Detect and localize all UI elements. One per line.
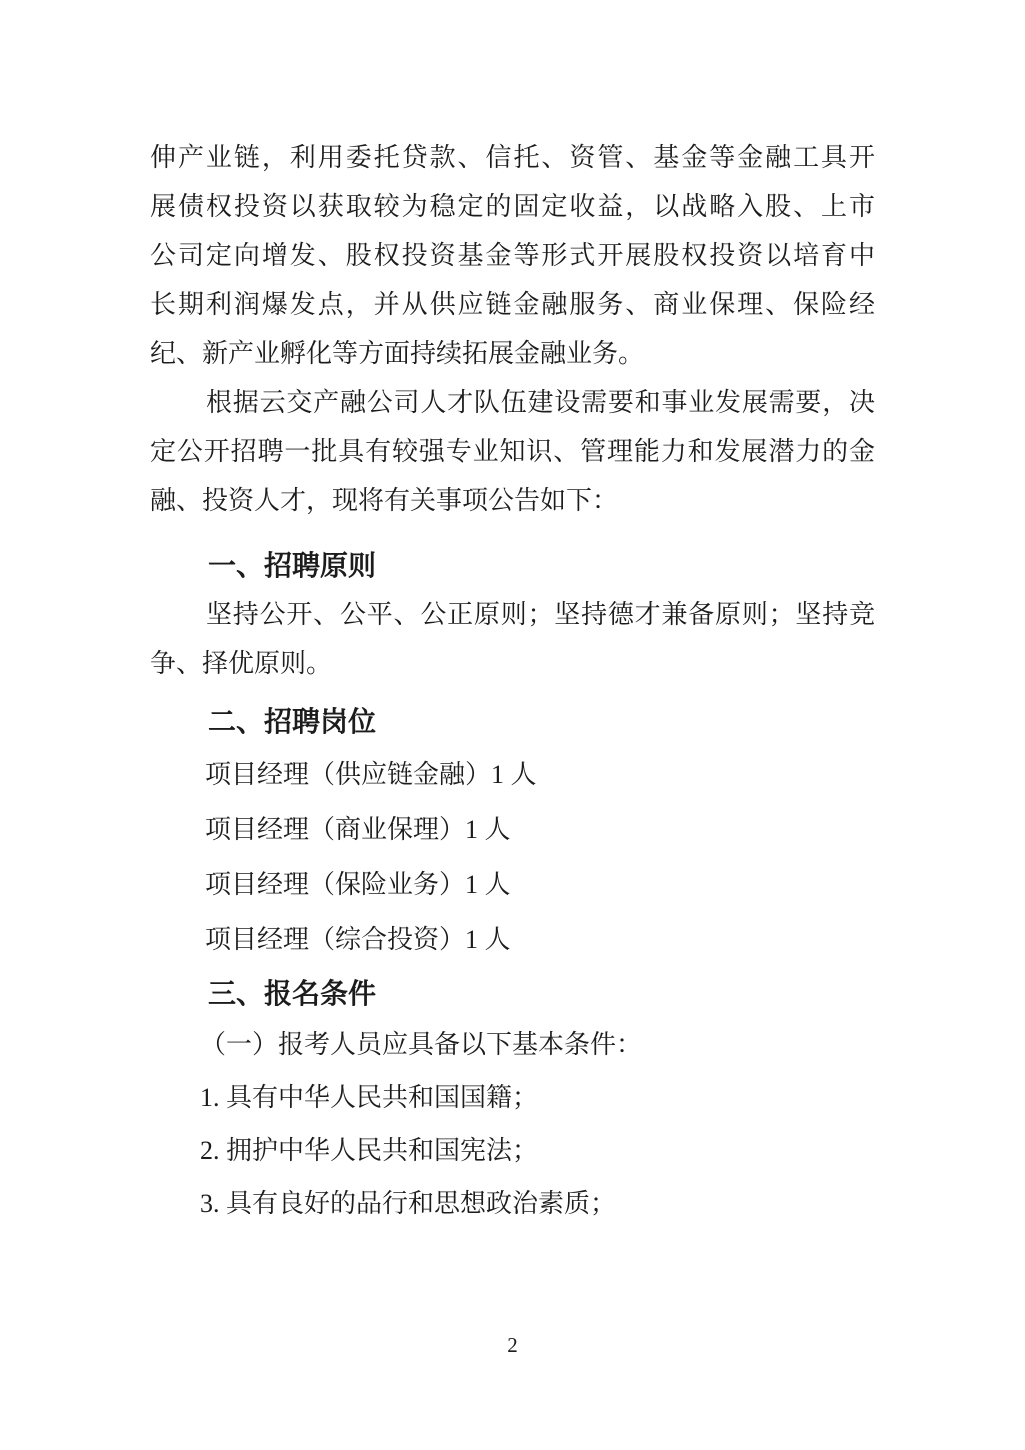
page-number: 2 bbox=[507, 1333, 518, 1357]
paragraph-recruitment-intro bbox=[150, 378, 875, 525]
position-item: 项目经理（商业保理）1 人 bbox=[205, 815, 511, 844]
position-item: 项目经理（供应链金融）1 人 bbox=[205, 760, 537, 789]
condition-item: 1. 具有中华人民共和国国籍； bbox=[200, 1083, 539, 1112]
condition-item: 3. 具有良好的品行和思想政治素质； bbox=[200, 1189, 617, 1218]
condition-item: 2. 拥护中华人民共和国宪法； bbox=[200, 1136, 539, 1165]
para-line: 长期利润爆发点，并从供应链金融服务、商业保理、保险经 bbox=[150, 290, 875, 319]
section-heading-application-conditions: 三、报名条件 bbox=[208, 978, 377, 1009]
para-line: 坚持公开、公平、公正原则；坚持德才兼备原则；坚持竞 bbox=[206, 600, 875, 629]
para-line: 伸产业链，利用委托贷款、信托、资管、基金等金融工具开 bbox=[150, 143, 875, 172]
position-item: 项目经理（综合投资）1 人 bbox=[205, 925, 511, 954]
condition-subheading: （一）报考人员应具备以下基本条件： bbox=[200, 1030, 643, 1059]
position-list bbox=[150, 747, 875, 967]
para-line: 融、投资人才，现将有关事项公告如下： bbox=[150, 486, 619, 515]
section-heading-recruitment-positions: 二、招聘岗位 bbox=[208, 706, 377, 737]
condition-list bbox=[150, 1018, 875, 1230]
para-line: 争、择优原则。 bbox=[150, 649, 333, 678]
para-line: 纪、新产业孵化等方面持续拓展金融业务。 bbox=[150, 339, 645, 368]
section-heading-recruitment-principles: 一、招聘原则 bbox=[208, 550, 377, 581]
position-item: 项目经理（保险业务）1 人 bbox=[205, 870, 511, 899]
para-line: 根据云交产融公司人才队伍建设需要和事业发展需要，决 bbox=[206, 388, 875, 417]
para-line: 公司定向增发、股权投资基金等形式开展股权投资以培育中 bbox=[150, 241, 875, 270]
paragraph-business-scope bbox=[150, 133, 875, 378]
paragraph-principles bbox=[150, 590, 875, 688]
para-line: 定公开招聘一批具有较强专业知识、管理能力和发展潜力的金 bbox=[150, 437, 875, 466]
para-line: 展债权投资以获取较为稳定的固定收益，以战略入股、上市 bbox=[150, 192, 875, 221]
